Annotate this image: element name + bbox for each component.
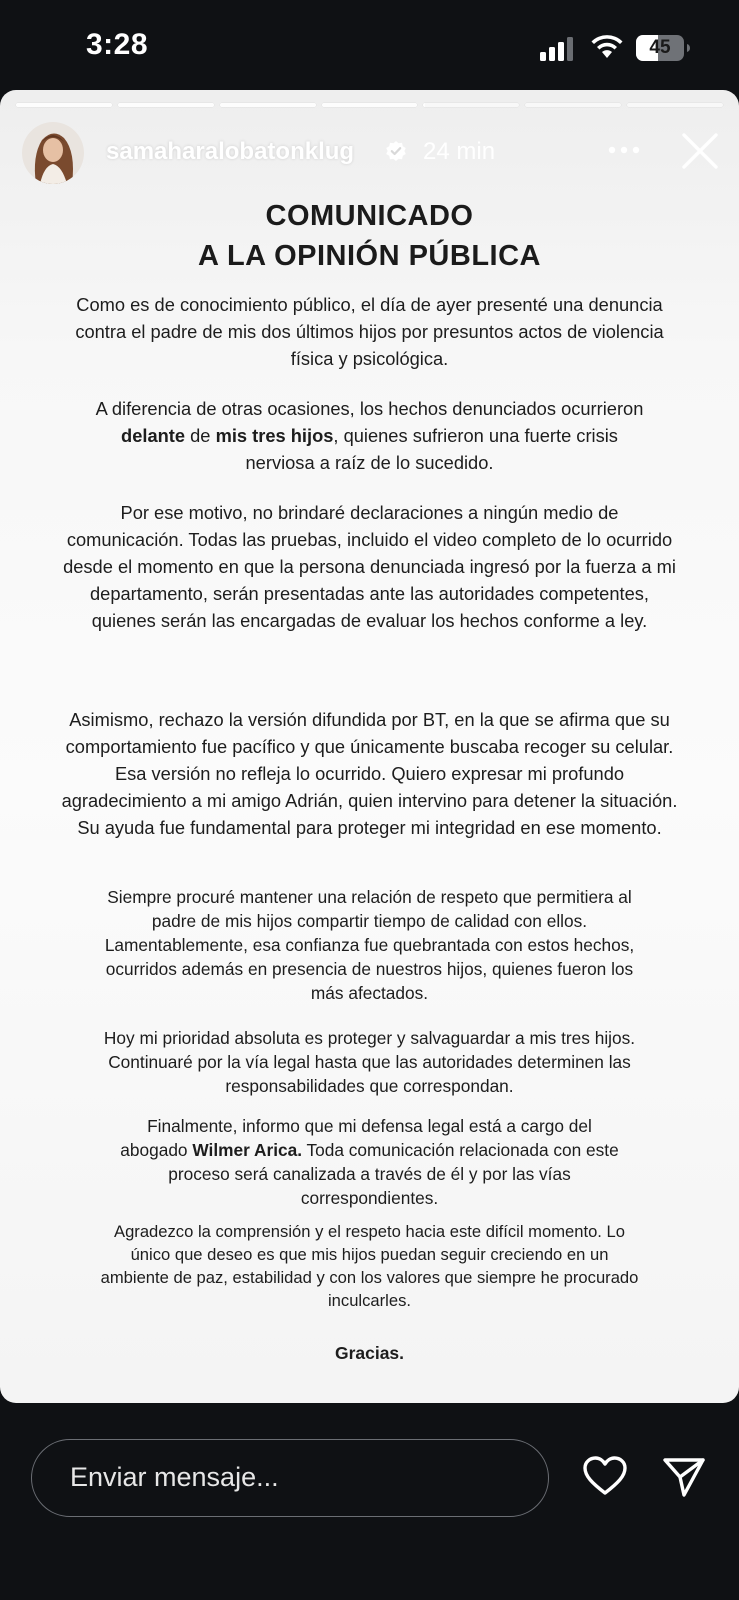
paragraph-2-text-a: A diferencia de otras ocasiones, los hechos denunciados ocurrieron [95,398,644,419]
story-card[interactable] [0,90,739,1403]
progress-segment-current [423,103,519,107]
heart-icon[interactable] [582,1455,628,1497]
paragraph-5: Siempre procuré mantener una relación de respeto que permitiera al padre de mis hijos compartir tiempo de calidad con ellos. Lamentablemente, esa confianza fue quebrantada con estos hechos, ocurridos además en presencia de nuestros hijos, quienes fueron los más afectados. [104,887,635,1003]
wifi-icon [590,34,624,60]
paragraph-2 [95,395,644,476]
story-username[interactable]: samaharalobatonklug [106,138,355,165]
paragraph-8: Agradezco la comprensión y el respeto hacia este difícil momento. Lo único que deseo es que mis hijos puedan seguir creciendo en un ambiente de paz, estabilidad y con los valores que siempre he procurado inculcarles. [100,1222,639,1310]
progress-segment [118,103,214,107]
paragraph-2-text-d: , quienes sufrieron una fuerte crisis nerviosa a raíz de lo sucedido. [245,425,618,473]
paragraph-6: Hoy mi prioridad absoluta es proteger y salvaguardar a mis tres hijos. Continuaré por la vía legal hasta que las autoridades determinen las responsabilidades que correspondan. [103,1028,636,1096]
message-placeholder: Enviar mensaje... [70,1462,279,1492]
progress-segment [525,103,621,107]
document-title-line-2: A LA OPINIÓN PÚBLICA [198,240,541,272]
signal-icon [540,37,576,61]
progress-segment [16,103,112,107]
story-progress-bar [16,103,723,107]
document-title [0,196,739,276]
paragraph-7-text-a: Finalmente, informo que mi defensa legal está a cargo del abogado [120,1116,592,1160]
paragraph-2-bold-b: mis tres hijos [215,425,334,446]
paragraph-2-text-c: de [185,425,216,446]
paragraph-7-text-c: Toda comunicación relacionada con este proceso será canalizada a través de él y por las vías correspondientes. [168,1140,619,1208]
document-title-line-1: COMUNICADO [265,200,474,232]
message-input[interactable] [31,1439,549,1517]
avatar[interactable] [22,122,84,184]
more-icon[interactable] [608,146,640,154]
battery-level: 45 [649,37,671,58]
status-bar [0,0,739,92]
progress-segment [627,103,723,107]
status-time: 3:28 [86,28,149,61]
story-time: 24 min [423,138,496,165]
send-icon[interactable] [662,1455,706,1499]
paragraph-7 [112,1114,627,1210]
lawyer-name: Wilmer Arica. [192,1140,303,1160]
verified-icon [385,140,407,162]
thanks-text: Gracias. [334,1343,405,1363]
progress-segment [220,103,316,107]
paragraph-2-bold-a: delante [121,425,186,446]
paragraph-1: Como es de conocimiento público, el día de ayer presenté una denuncia contra el padre de mis dos últimos hijos por presuntos actos de violencia física y psicológica. [75,294,664,369]
paragraph-4: Asimismo, rechazo la versión difundida por BT, en la que se afirma que su comportamiento fue pacífico y que únicamente buscaba recoger su celular. Esa versión no refleja lo ocurrido. Quiero expresar mi profundo agradecimiento a mi amigo Adrián, quien intervino para detener la situación. Su ayuda fue fundamental para proteger mi integridad en ese momento. [61,709,678,838]
close-icon[interactable] [681,132,719,170]
paragraph-3: Por ese motivo, no brindaré declaraciones a ningún medio de comunicación. Todas las pruebas, incluido el video completo de lo ocurrido desde el momento en que la persona denunciada ingresó por la fuerza a mi departamento, serán presentadas ante las autoridades competentes, quienes serán las encargadas de evaluar los hechos conforme a ley. [63,502,676,631]
progress-segment [322,103,418,107]
